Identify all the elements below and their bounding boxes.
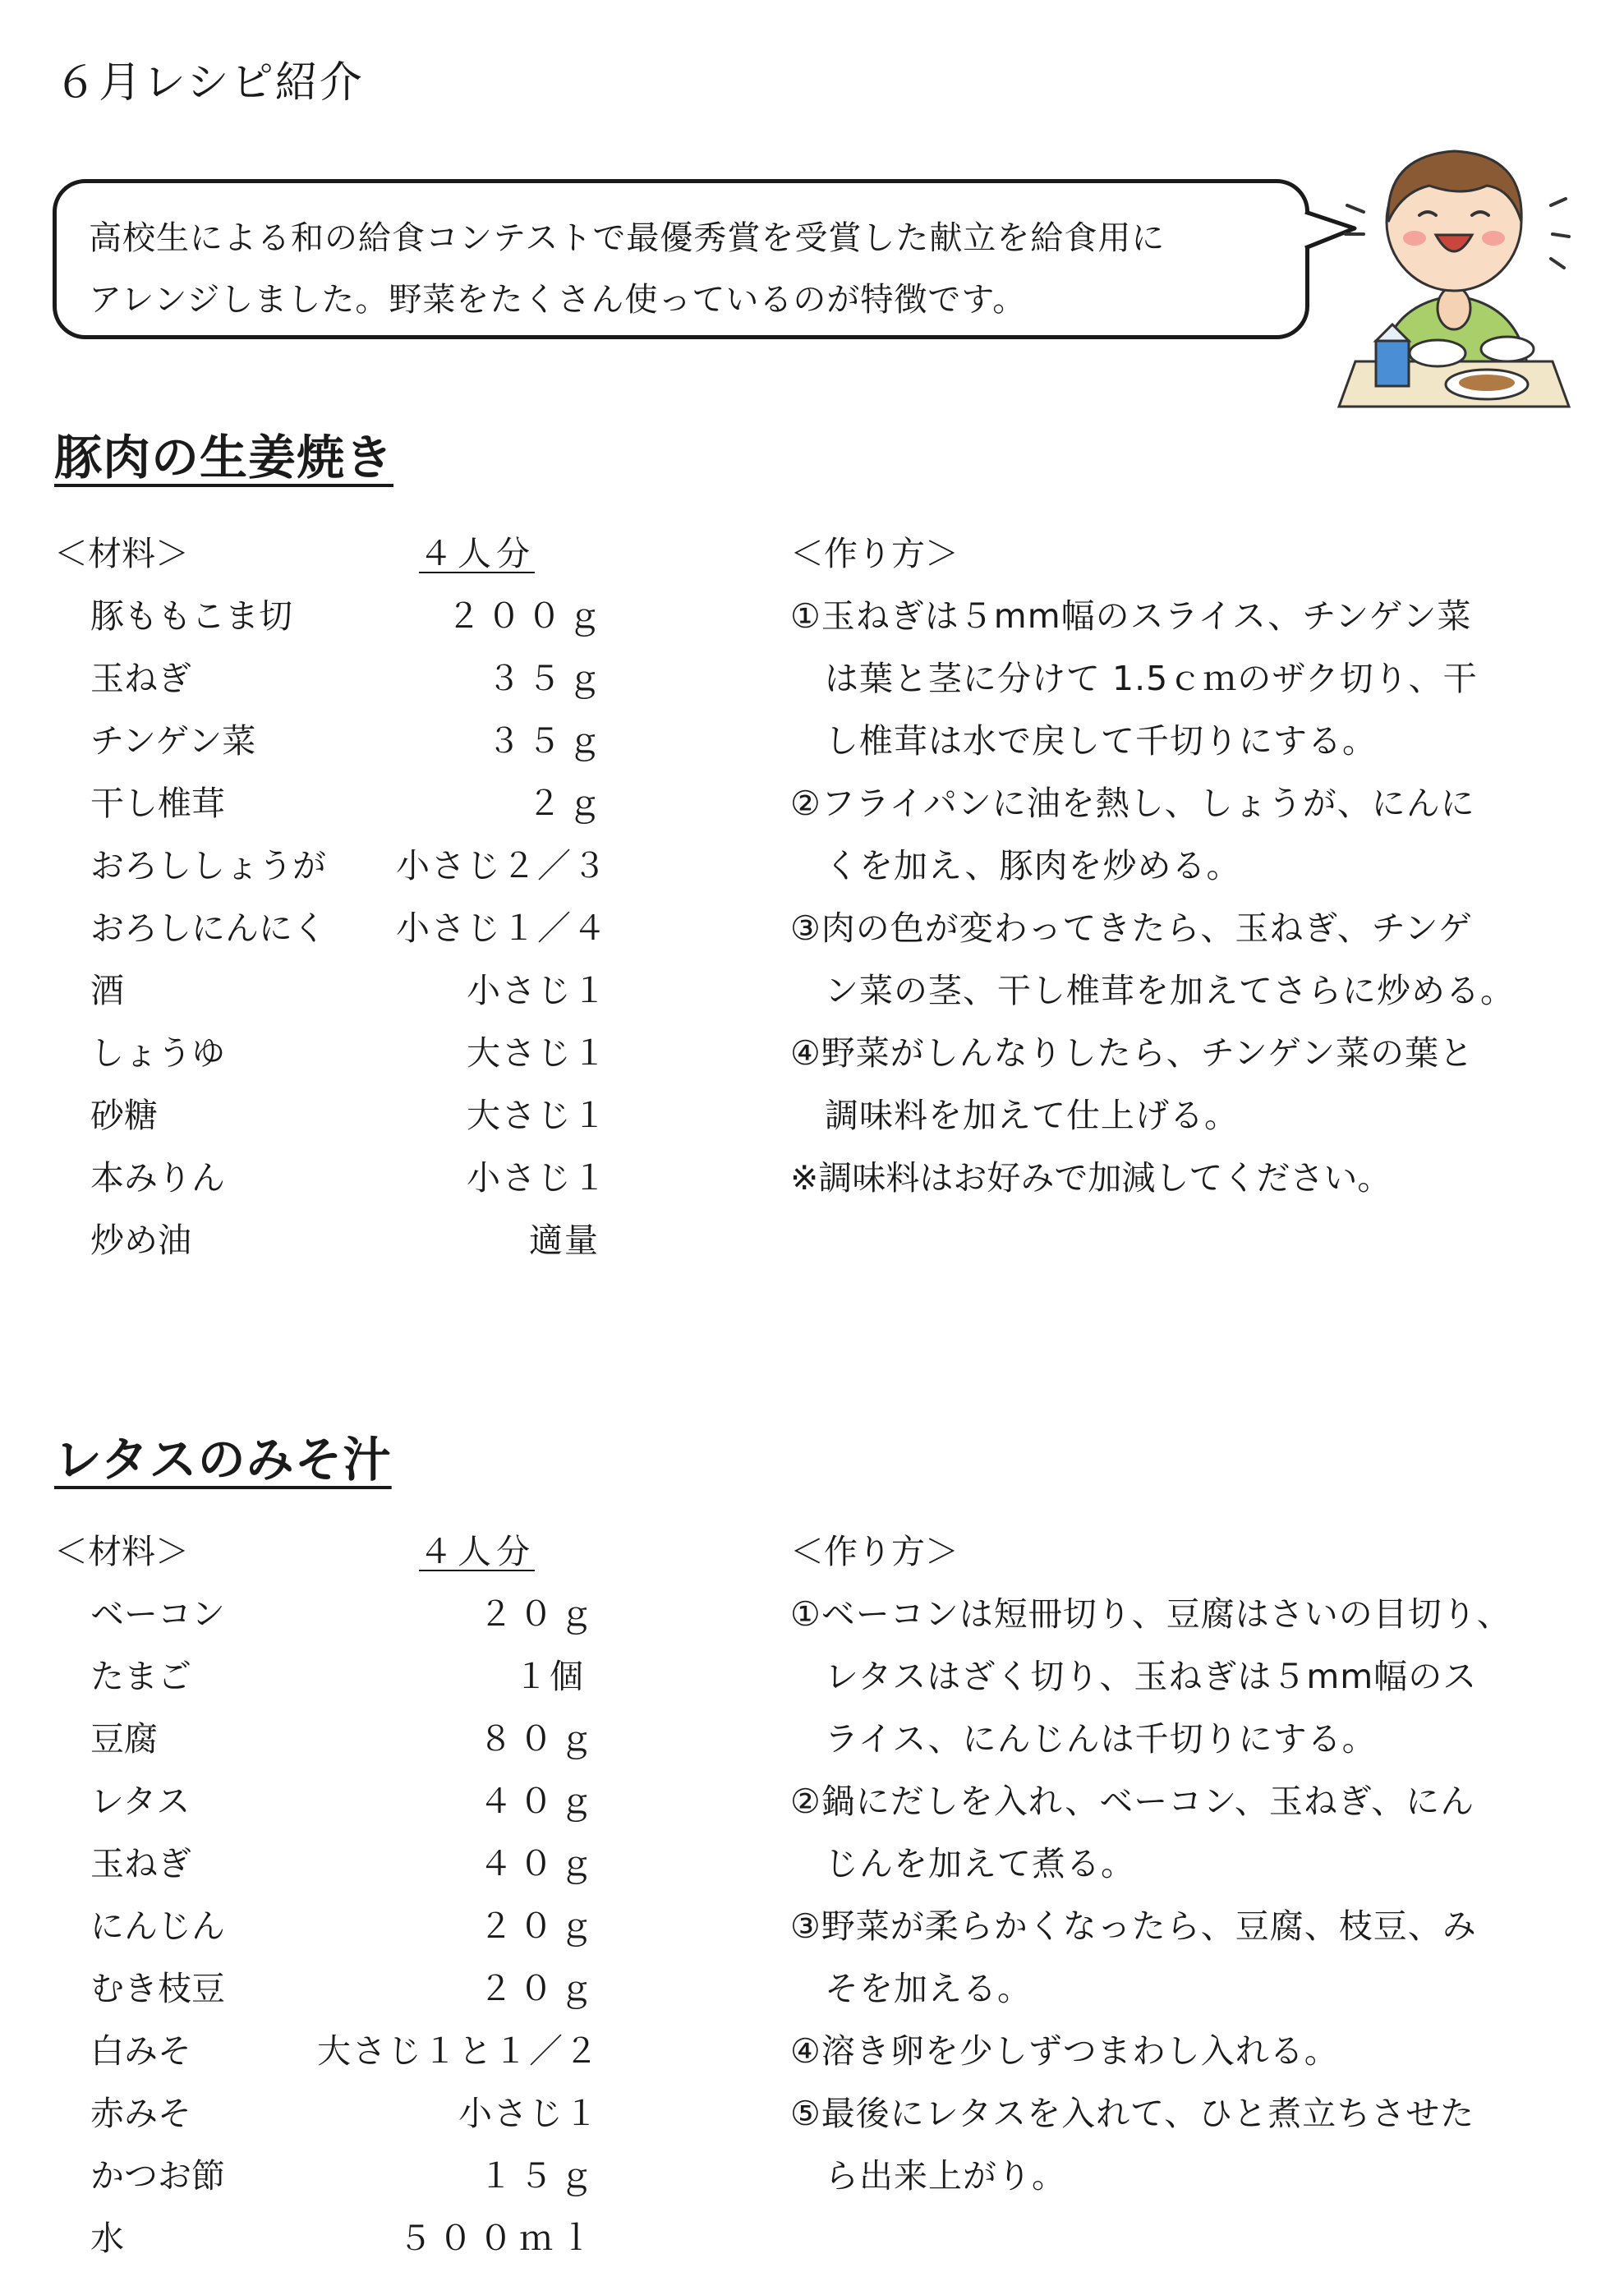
recipe2-servings: ４人分: [419, 1532, 535, 1571]
step-line: ②鍋にだしを入れ、ベーコン、玉ねぎ、にん: [790, 1782, 1475, 1821]
ingredient-name: 玉ねぎ: [90, 1844, 191, 1883]
ingredient-name: にんじん: [90, 1906, 225, 1946]
ingredient-name: チンゲン菜: [90, 721, 256, 761]
step-line: そを加える。: [790, 1969, 1032, 2008]
ingredient-amount: ２０ｇ: [479, 1594, 600, 1634]
step-line: くを加え、豚肉を炒める。: [790, 846, 1241, 885]
ingredient-name: レタス: [90, 1782, 191, 1821]
ingredient-name: 本みりん: [90, 1158, 225, 1198]
ingredient-name: 砂糖: [90, 1096, 158, 1135]
ingredient-amount: １５ｇ: [479, 2156, 600, 2196]
ingredient-amount: ４０ｇ: [479, 1844, 600, 1883]
ingredient-amount: 適量: [529, 1221, 600, 1260]
step-line: 調味料を加えて仕上げる。: [790, 1096, 1239, 1135]
recipe2-method-label: ＜作り方＞: [790, 1532, 959, 1571]
intro-line-2: アレンジしました。野菜をたくさん使っているのが特徴です。: [89, 281, 1027, 319]
step-line: ④野菜がしんなりしたら、チンゲン菜の葉と: [790, 1033, 1474, 1073]
ingredient-amount: ２０ｇ: [479, 1969, 600, 2008]
ingredient-name: 赤みそ: [90, 2094, 191, 2133]
ingredient-name: かつお節: [90, 2156, 225, 2196]
step-line: ④溶き卵を少しずつまわし入れる。: [790, 2031, 1339, 2071]
step-line: し椎茸は水で戻して千切りにする。: [790, 721, 1377, 761]
recipe1-title: 豚肉の生姜焼き: [54, 430, 394, 485]
ingredient-amount: ２０ｇ: [479, 1906, 600, 1946]
ingredient-amount: 大さじ１: [467, 1096, 608, 1135]
ingredient-name: むき枝豆: [90, 1969, 225, 2008]
page-title: ６月レシピ紹介: [54, 58, 364, 108]
recipe1-servings: ４人分: [419, 534, 535, 573]
ingredient-name: たまご: [90, 1657, 191, 1696]
recipe1-ingredients-label: ＜材料＞: [54, 534, 189, 573]
step-line: ⑤最後にレタスを入れて、ひと煮立ちさせた: [790, 2094, 1475, 2133]
ingredient-name: 玉ねぎ: [90, 659, 191, 698]
ingredient-name: おろしにんにく: [90, 908, 326, 948]
ingredient-name: 白みそ: [90, 2031, 191, 2071]
ingredient-amount: ２００ｇ: [447, 596, 608, 636]
ingredient-name: 豆腐: [90, 1719, 158, 1759]
ingredient-amount: ５００ｍｌ: [398, 2219, 600, 2258]
step-line: ン菜の茎、干し椎茸を加えてさらに炒める。: [790, 971, 1515, 1010]
ingredient-name: しょうゆ: [90, 1033, 225, 1073]
ingredient-name: 干し椎茸: [90, 784, 225, 823]
step-line: ②フライパンに油を熱し、しょうが、にんに: [790, 784, 1475, 823]
step-line: は葉と茎に分けて 1.5ｃｍのザク切り、干: [790, 659, 1478, 698]
ingredient-amount: 大さじ１: [467, 1033, 608, 1073]
step-line: ③肉の色が変わってきたら、玉ねぎ、チンゲ: [790, 908, 1473, 948]
ingredient-amount: ４０ｇ: [479, 1782, 600, 1821]
ingredient-name: 水: [90, 2219, 124, 2258]
ingredient-amount: １個: [514, 1657, 585, 1696]
recipe1-note: ※調味料はお好みで加減してください。: [790, 1158, 1392, 1198]
ingredient-amount: 小さじ１: [467, 971, 608, 1010]
step-line: ら出来上がり。: [790, 2156, 1066, 2196]
ingredient-amount: 小さじ１: [467, 1158, 608, 1198]
ingredient-amount: 小さじ２／３: [396, 846, 608, 885]
ingredient-amount: 小さじ１／４: [396, 908, 608, 948]
ingredient-name: 酒: [90, 971, 124, 1010]
step-line: レタスはざく切り、玉ねぎは５mm幅のス: [790, 1657, 1478, 1696]
ingredient-name: 炒め油: [90, 1221, 191, 1260]
step-line: ①ベーコンは短冊切り、豆腐はさいの目切り、: [790, 1594, 1511, 1634]
ingredient-amount: ３５ｇ: [487, 659, 608, 698]
step-line: ①玉ねぎは５mm幅のスライス、チンゲン菜: [790, 596, 1472, 636]
step-line: ③野菜が柔らかくなったら、豆腐、枝豆、み: [790, 1906, 1477, 1946]
ingredient-name: おろししょうが: [90, 846, 326, 885]
step-line: ライス、にんじんは千切りにする。: [790, 1719, 1377, 1759]
ingredient-name: ベーコン: [90, 1594, 225, 1634]
child-lunch-illustration: [1331, 123, 1577, 411]
ingredient-name: 豚ももこま切: [90, 596, 292, 636]
recipe1-method-label: ＜作り方＞: [790, 534, 959, 573]
intro-line-1: 高校生による和の給食コンテストで最優秀賞を受賞した献立を給食用に: [89, 219, 1166, 257]
recipe2-title: レタスのみそ汁: [54, 1432, 392, 1488]
step-line: じんを加えて煮る。: [790, 1844, 1135, 1883]
ingredient-amount: 大さじ１と１／２: [317, 2031, 600, 2071]
recipe2-ingredients-label: ＜材料＞: [54, 1532, 189, 1571]
ingredient-amount: ８０ｇ: [479, 1719, 600, 1759]
ingredient-amount: ３５ｇ: [487, 721, 608, 761]
ingredient-amount: 小さじ１: [458, 2094, 600, 2133]
ingredient-amount: ２ｇ: [527, 784, 608, 823]
